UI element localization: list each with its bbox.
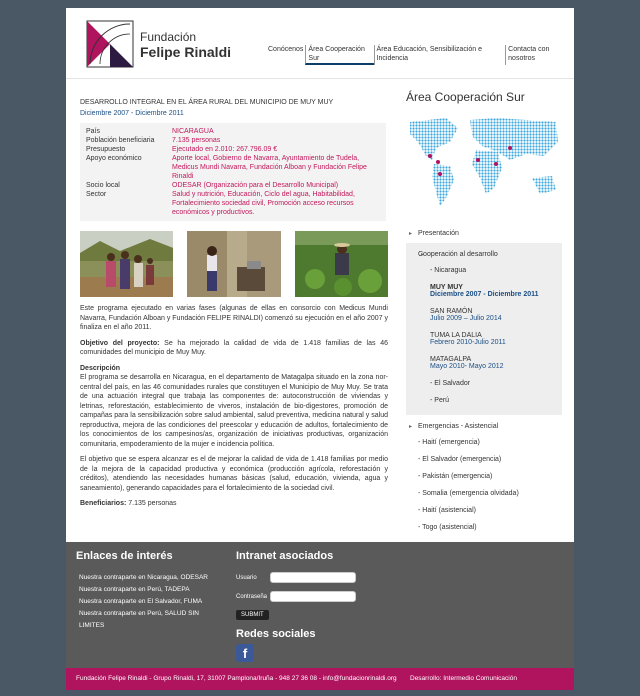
info-value: Aporte local, Gobierno de Navarra, Ayuntamiento de Tudela, Medicus Mundi Navarra, Fundación Alboan y Fundación Felipe Rinaldi	[172, 155, 367, 180]
user-label: Usuario	[236, 574, 257, 581]
nav-cooperacion-sur[interactable]: Área Cooperación Sur	[305, 45, 373, 65]
beneficiaries-label: Beneficiarios:	[80, 500, 127, 507]
description-label: Descripción	[80, 364, 121, 372]
project-dates: Diciembre 2007 - Diciembre 2011	[430, 291, 539, 298]
project-link-tuma-la-dalia[interactable]	[430, 327, 562, 351]
project-link-muy-muy[interactable]	[430, 279, 562, 303]
sidebar-title: Área Cooperación Sur	[406, 90, 525, 104]
logo[interactable]	[86, 20, 236, 68]
facebook-icon[interactable]: f	[236, 644, 254, 662]
footer-link[interactable]: Nuestra contraparte en Nicaragua, ODESAR	[79, 574, 208, 581]
project-dates: Diciembre 2007 - Diciembre 2011	[80, 110, 184, 117]
description-text: El programa se desarrolla en Nicaragua, en el departamento de Matagalpa situado en la zona nor-central del país, en las 46 comunidades rurales que constituyen el Municipio de Muy Muy. Se trata de una actuación integral que trabaja las componentes de: autoconstrucción de viviendas y letrinas, reforestación, establecimiento de viveros, instalación de bio-digestores, promoción de campañas para la sensibilización sobre salud ambiental, salud preventiva, medicina natural y salud reproductiva, mejora de las condiciones del preescolar y educación de adultos, fortalecimiento de los conocimientos de los campesinos/as, organización de iniciativas productivas, organización comunitaria, empoderamiento de la mujer e incidencia política.	[80, 374, 388, 448]
logo-icon	[86, 20, 134, 68]
footer-link[interactable]: Nuestra contraparte en Perú, TADEPA	[79, 586, 190, 593]
menu-emergency-item[interactable]: - El Salvador (emergencia)	[418, 456, 502, 463]
info-row	[86, 145, 380, 154]
objective-paragraph	[80, 339, 388, 358]
project-dates: Mayo 2010- Mayo 2012	[430, 363, 504, 370]
info-row	[86, 190, 380, 217]
info-label: País	[86, 128, 101, 135]
info-label: Población beneficiaria	[86, 137, 155, 144]
footer-link[interactable]: Nuestra contraparte en El Salvador, FUMA	[79, 598, 203, 605]
menu-cooperacion-section	[406, 243, 562, 415]
info-row	[86, 154, 380, 181]
password-label: Contraseña	[236, 593, 268, 600]
social-title: Redes sociales	[236, 628, 316, 640]
description-paragraph	[80, 364, 388, 450]
menu-nicaragua[interactable]: - Nicaragua	[430, 267, 467, 274]
project-name: MUY MUY	[430, 284, 463, 291]
photo-gallery	[80, 231, 388, 297]
logo-text-1: Fundación	[140, 30, 197, 44]
project-link-san-ramon[interactable]	[430, 303, 562, 327]
goal-text: El objetivo que se espera alcanzar es el de mejorar la calidad de vida de 1.418 familias por medio de la mejora de la capacidad productiva y económica (producción agrícola, reforestación y créditos), atendiendo las necesidades humanas básicas (salud, educación, vivienda, agua y saneamiento), generando capacidades para el fortalecimiento de la sociedad civil.	[80, 456, 388, 492]
page	[66, 8, 574, 690]
project-name: MATAGALPA	[430, 356, 472, 363]
header	[66, 8, 574, 78]
beneficiaries-paragraph	[80, 499, 388, 509]
logo-text-2: Felipe Rinaldi	[140, 44, 232, 60]
nav-contacta[interactable]: Contacta con nosotros	[505, 45, 574, 65]
password-field-row	[236, 591, 416, 602]
menu-emergency-item[interactable]: - Haití (emergencia)	[418, 439, 480, 446]
user-field-row	[236, 572, 416, 583]
bottom-bar	[66, 668, 574, 690]
footer-link[interactable]: Nuestra contraparte en Perú, SALUD SIN LIMITES	[79, 610, 199, 629]
header-divider	[66, 78, 574, 79]
info-row	[86, 127, 380, 136]
main-content	[80, 98, 388, 515]
beneficiaries-text: 7.135 personas	[128, 500, 177, 507]
sidebar	[406, 84, 562, 536]
project-name: TUMA LA DALIA	[430, 332, 482, 339]
menu-emergency-item[interactable]: - Haití (asistencial)	[418, 507, 476, 514]
world-map	[406, 112, 562, 212]
menu-emergency-item[interactable]: - Togo (asistencial)	[418, 524, 477, 531]
objective-text: Se ha mejorado la calidad de vida de 1.418 familias de las 46 comunidades del municipio de Muy Muy.	[80, 339, 388, 356]
nav-conocenos[interactable]: Conócenos	[268, 46, 304, 53]
project-link-matagalpa[interactable]	[430, 351, 562, 375]
info-value: ODESAR (Organización para el Desarrollo Municipal)	[172, 182, 339, 189]
photo-children[interactable]	[80, 231, 173, 297]
menu-peru[interactable]: - Perú	[430, 397, 450, 404]
menu-cooperacion-label: Cooperación al desarrollo	[418, 251, 498, 258]
intranet-title: Intranet asociados	[236, 550, 334, 562]
info-label: Presupuesto	[86, 146, 126, 153]
menu-emergencias[interactable]: ▸ Emergencias - Asistencial	[406, 419, 562, 434]
user-input[interactable]	[270, 572, 356, 583]
photo-farmer[interactable]	[295, 231, 388, 297]
info-label: Socio local	[86, 182, 120, 189]
project-body	[80, 304, 388, 509]
project-title: DESARROLLO INTEGRAL EN EL ÁREA RURAL DEL MUNICIPIO DE MUY MUY	[80, 99, 334, 106]
footer-address: Fundación Felipe Rinaldi - Grupo Rinaldi, 17, 31007 Pamplona/Iruña - 948 27 36 08 - info@fundacionrinaldi.org	[76, 675, 397, 682]
info-value: Salud y nutrición, Educación, Ciclo del agua, Habitabilidad, Fortalecimiento sociedad civil, Promoción acceso recursos económicos y productivos.	[172, 191, 355, 216]
info-label: Apoyo económico	[86, 155, 142, 162]
menu-el-salvador[interactable]: - El Salvador	[430, 380, 471, 387]
project-dates: Febrero 2010-Julio 2011	[430, 339, 506, 346]
footer-credit[interactable]: Desarrollo: Intermedio Comunicación	[410, 675, 517, 682]
menu-emergency-item[interactable]: - Somalia (emergencia olvidada)	[418, 490, 519, 497]
menu-presentacion[interactable]: ▸ Presentación	[406, 226, 562, 241]
project-dates: Julio 2009 – Julio 2014	[430, 315, 502, 322]
menu-emergency-item[interactable]: - Pakistán (emergencia)	[418, 473, 493, 480]
project-info-table	[80, 123, 386, 221]
photo-woman-stove[interactable]	[187, 231, 280, 297]
project-name: SAN RAMÓN	[430, 308, 473, 315]
menu-cooperacion[interactable]	[418, 247, 562, 262]
nav-educacion[interactable]: Área Educación, Sensibilización e Incidencia	[374, 45, 506, 65]
footer	[66, 542, 574, 668]
footer-intranet	[236, 550, 416, 662]
links-title: Enlaces de interés	[76, 550, 173, 562]
submit-button[interactable]: SUBMIT	[236, 610, 269, 620]
info-value: NICARAGUA	[172, 128, 214, 135]
objective-label: Objetivo del proyecto:	[80, 339, 160, 347]
main-nav	[266, 45, 574, 65]
info-value: Ejecutado en 2.010: 267.796.09 €	[172, 146, 278, 153]
password-input[interactable]	[270, 591, 356, 602]
intro-text: Este programa ejecutado en varias fases (algunas de ellas en consorcio con Medicus Mundi Navarra, Fundación Alboan y Fundación FELIPE RINALDI) comenzó su ejecución en el año 2007 y finaliza en el año 2011.	[80, 305, 388, 331]
info-row	[86, 181, 380, 190]
footer-links	[76, 550, 226, 632]
info-label: Sector	[86, 191, 107, 198]
info-value: 7.135 personas	[172, 137, 221, 144]
info-row	[86, 136, 380, 145]
sidebar-menu	[406, 226, 562, 536]
